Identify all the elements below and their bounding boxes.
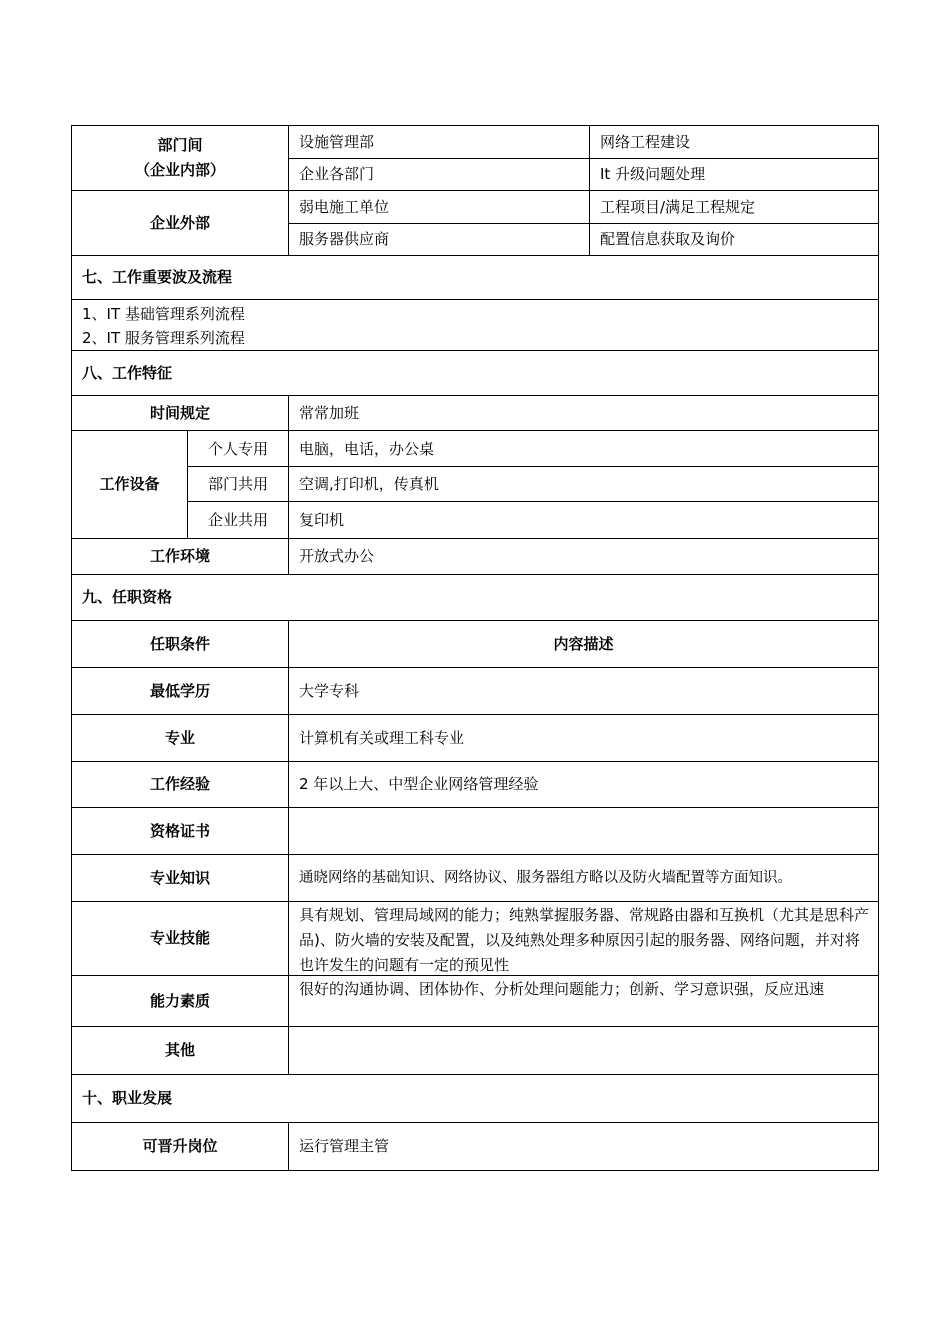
skills-value: 具有规划、管理局域网的能力；纯熟掌握服务器、常规路由器和互换机（尤其是思科产品)、防火墙的安装及配置，以及纯熟处理多种原因引起的服务器、网络问题，并对将也许发生的问题有一定的预见性	[288, 902, 878, 975]
qualification-row-other	[71, 1027, 879, 1075]
equipment-value-2: 空调,打印机，传真机	[288, 466, 878, 502]
experience-label: 工作经验	[149, 775, 210, 793]
external-matter-1: 工程项目/满足工程规定	[589, 191, 878, 223]
external-matter-2: 配置信息获取及询价	[589, 223, 878, 255]
ability-value: 很好的沟通协调、团体协作、分析处理问题能力；创新、学习意识强，反应迅速	[288, 976, 878, 1026]
qualification-row-knowledge	[71, 855, 879, 902]
equipment-value-3: 复印机	[288, 501, 878, 538]
time-value: 常常加班	[288, 396, 878, 430]
major-value: 计算机有关或理工科专业	[288, 715, 878, 761]
promotion-label: 可晋升岗位	[142, 1137, 218, 1155]
internal-contacts-row	[71, 125, 879, 191]
internal-unit-2: 企业各部门	[288, 158, 589, 190]
equipment-value-1: 电脑，电话，办公桌	[288, 431, 878, 467]
certificate-value	[288, 808, 878, 854]
equipment-label: 工作设备	[99, 475, 160, 493]
internal-matter-1: 网络工程建设	[589, 126, 878, 159]
section10-title: 十、职业发展	[82, 1089, 173, 1107]
environment-value: 开放式办公	[288, 539, 878, 574]
major-label: 专业	[164, 728, 195, 747]
experience-value: 2 年以上大、中型企业网络管理经验	[288, 762, 878, 807]
certificate-label: 资格证书	[149, 821, 210, 840]
equipment-type-1: 个人专用	[187, 431, 288, 467]
external-unit-2: 服务器供应商	[288, 223, 589, 255]
qualification-row-certificate	[71, 808, 879, 855]
section9-title: 九、任职资格	[82, 588, 173, 606]
environment-row	[71, 539, 879, 575]
section8-title: 八、工作特征	[82, 363, 173, 382]
ability-label: 能力素质	[149, 991, 210, 1010]
internal-matter-2: It 升级问题处理	[589, 158, 878, 190]
process-item-2: 2、IT 服务管理系列流程	[82, 329, 245, 347]
promotion-value: 运行管理主管	[288, 1123, 878, 1170]
equipment-type-2: 部门共用	[187, 466, 288, 502]
other-label: 其他	[164, 1041, 195, 1059]
qualification-row-education	[71, 668, 879, 715]
section7-items-row	[71, 300, 879, 351]
equipment-row	[71, 431, 879, 539]
section9-title-row	[71, 575, 879, 621]
knowledge-value: 通晓网络的基础知识、网络协议、服务器组方略以及防火墙配置等方面知识。	[288, 855, 878, 901]
process-item-1: 1、IT 基础管理系列流程	[82, 305, 245, 323]
external-unit-1: 弱电施工单位	[288, 191, 589, 223]
section10-title-row	[71, 1075, 879, 1123]
qualification-row-experience	[71, 762, 879, 808]
process-list	[72, 300, 878, 350]
knowledge-label: 专业知识	[149, 868, 210, 887]
header-condition: 任职条件	[149, 634, 210, 653]
external-contacts-row	[71, 191, 879, 256]
other-value	[288, 1027, 878, 1074]
qualification-row-ability	[71, 976, 879, 1027]
qualification-header-row	[71, 621, 879, 668]
environment-label: 工作环境	[149, 547, 210, 565]
qualification-row-major	[71, 715, 879, 762]
education-label: 最低学历	[149, 681, 210, 700]
header-description: 内容描述	[288, 621, 878, 667]
education-value: 大学专科	[288, 668, 878, 714]
section8-title-row	[71, 351, 879, 396]
time-row	[71, 396, 879, 431]
section7-title-row	[71, 256, 879, 300]
equipment-type-3: 企业共用	[187, 501, 288, 538]
promotion-row	[71, 1123, 879, 1171]
qualification-row-skills	[71, 902, 879, 976]
internal-label	[72, 126, 288, 190]
internal-label-line2: （企业内部）	[134, 161, 225, 179]
time-label: 时间规定	[149, 403, 210, 422]
internal-unit-1: 设施管理部	[288, 126, 589, 159]
skills-label: 专业技能	[149, 929, 210, 947]
external-label: 企业外部	[149, 213, 210, 232]
section7-title: 七、工作重要波及流程	[82, 268, 233, 286]
internal-label-line1: 部门间	[157, 136, 203, 154]
